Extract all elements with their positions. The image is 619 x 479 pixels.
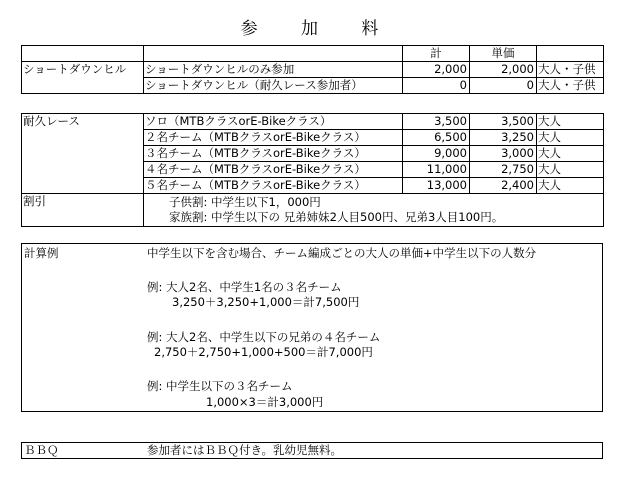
shortdownhill-table xyxy=(21,45,604,94)
row-name: ショートダウンヒルのみ参加 xyxy=(144,62,403,78)
discount-row xyxy=(22,194,604,227)
row-total: 13,000 xyxy=(403,178,470,194)
row-total: 9,000 xyxy=(403,146,470,162)
table-row xyxy=(22,62,604,78)
header-row xyxy=(22,46,604,62)
row-who: 大人 xyxy=(537,146,604,162)
bbq-row xyxy=(21,442,603,459)
row-who: 大人 xyxy=(537,114,604,130)
section-label: 耐久レース xyxy=(22,114,144,130)
calc-example-box xyxy=(21,243,603,412)
row-unit: 3,500 xyxy=(470,114,537,130)
bbq-label: ＢＢＱ xyxy=(24,443,59,457)
row-unit: 3,000 xyxy=(470,146,537,162)
section-label: ショートダウンヒル xyxy=(22,62,144,78)
row-name: ２名チーム（MTBクラスorE-Bikeクラス） xyxy=(144,130,403,146)
calc-intro: 中学生以下を含む場合、チーム編成ごとの大人の単価+中学生以下の人数分 xyxy=(147,246,537,260)
table-row xyxy=(22,178,604,194)
row-unit: 2,750 xyxy=(470,162,537,178)
table-row xyxy=(22,162,604,178)
example-1-title: 例: 大人2名、中学生1名の３名チーム xyxy=(147,280,342,294)
row-who: 大人 xyxy=(537,130,604,146)
row-unit: 2,400 xyxy=(470,178,537,194)
row-total: 2,000 xyxy=(403,62,470,78)
row-total: 6,500 xyxy=(403,130,470,146)
row-total: 3,500 xyxy=(403,114,470,130)
row-unit: 0 xyxy=(470,78,537,94)
row-name: ５名チーム（MTBクラスorE-Bikeクラス） xyxy=(144,178,403,194)
discount-family: 家族割: 中学生以下の 兄弟姉妹2人目500円、兄弟3人目100円。 xyxy=(169,210,504,224)
row-name: ソロ（MTBクラスorE-Bikeクラス） xyxy=(144,114,403,130)
example-3-formula: 1,000×3＝計3,000円 xyxy=(206,395,324,409)
table-row xyxy=(22,146,604,162)
row-name: ４名チーム（MTBクラスorE-Bikeクラス） xyxy=(144,162,403,178)
row-who: 大人・子供 xyxy=(537,78,604,94)
example-1-formula: 3,250＋3,250+1,000＝計7,500円 xyxy=(172,295,360,309)
row-who: 大人 xyxy=(537,162,604,178)
header-total: 計 xyxy=(403,46,470,62)
example-2-title: 例: 大人2名、中学生以下の兄弟の４名チーム xyxy=(147,330,381,344)
table-row xyxy=(22,78,604,94)
bbq-text: 参加者にはＢＢＱ付き。乳幼児無料。 xyxy=(147,443,343,457)
discount-child: 子供割: 中学生以下1，000円 xyxy=(169,195,321,209)
table-row xyxy=(22,130,604,146)
row-total: 0 xyxy=(403,78,470,94)
discount-label: 割引 xyxy=(22,194,144,227)
row-total: 11,000 xyxy=(403,162,470,178)
table-row xyxy=(22,114,604,130)
header-unit-price: 単価 xyxy=(470,46,537,62)
row-unit: 3,250 xyxy=(470,130,537,146)
row-unit: 2,000 xyxy=(470,62,537,78)
example-3-title: 例: 中学生以下の３名チーム xyxy=(147,379,293,393)
example-2-formula: 2,750＋2,750+1,000+500＝計7,000円 xyxy=(154,345,373,359)
row-who: 大人 xyxy=(537,178,604,194)
endurance-table xyxy=(21,113,604,227)
row-name: ショートダウンヒル（耐久レース参加者） xyxy=(144,78,403,94)
page-title: 参 加 料 xyxy=(240,19,398,39)
row-who: 大人・子供 xyxy=(537,62,604,78)
row-name: ３名チーム（MTBクラスorE-Bikeクラス） xyxy=(144,146,403,162)
calc-label: 計算例 xyxy=(24,246,59,260)
